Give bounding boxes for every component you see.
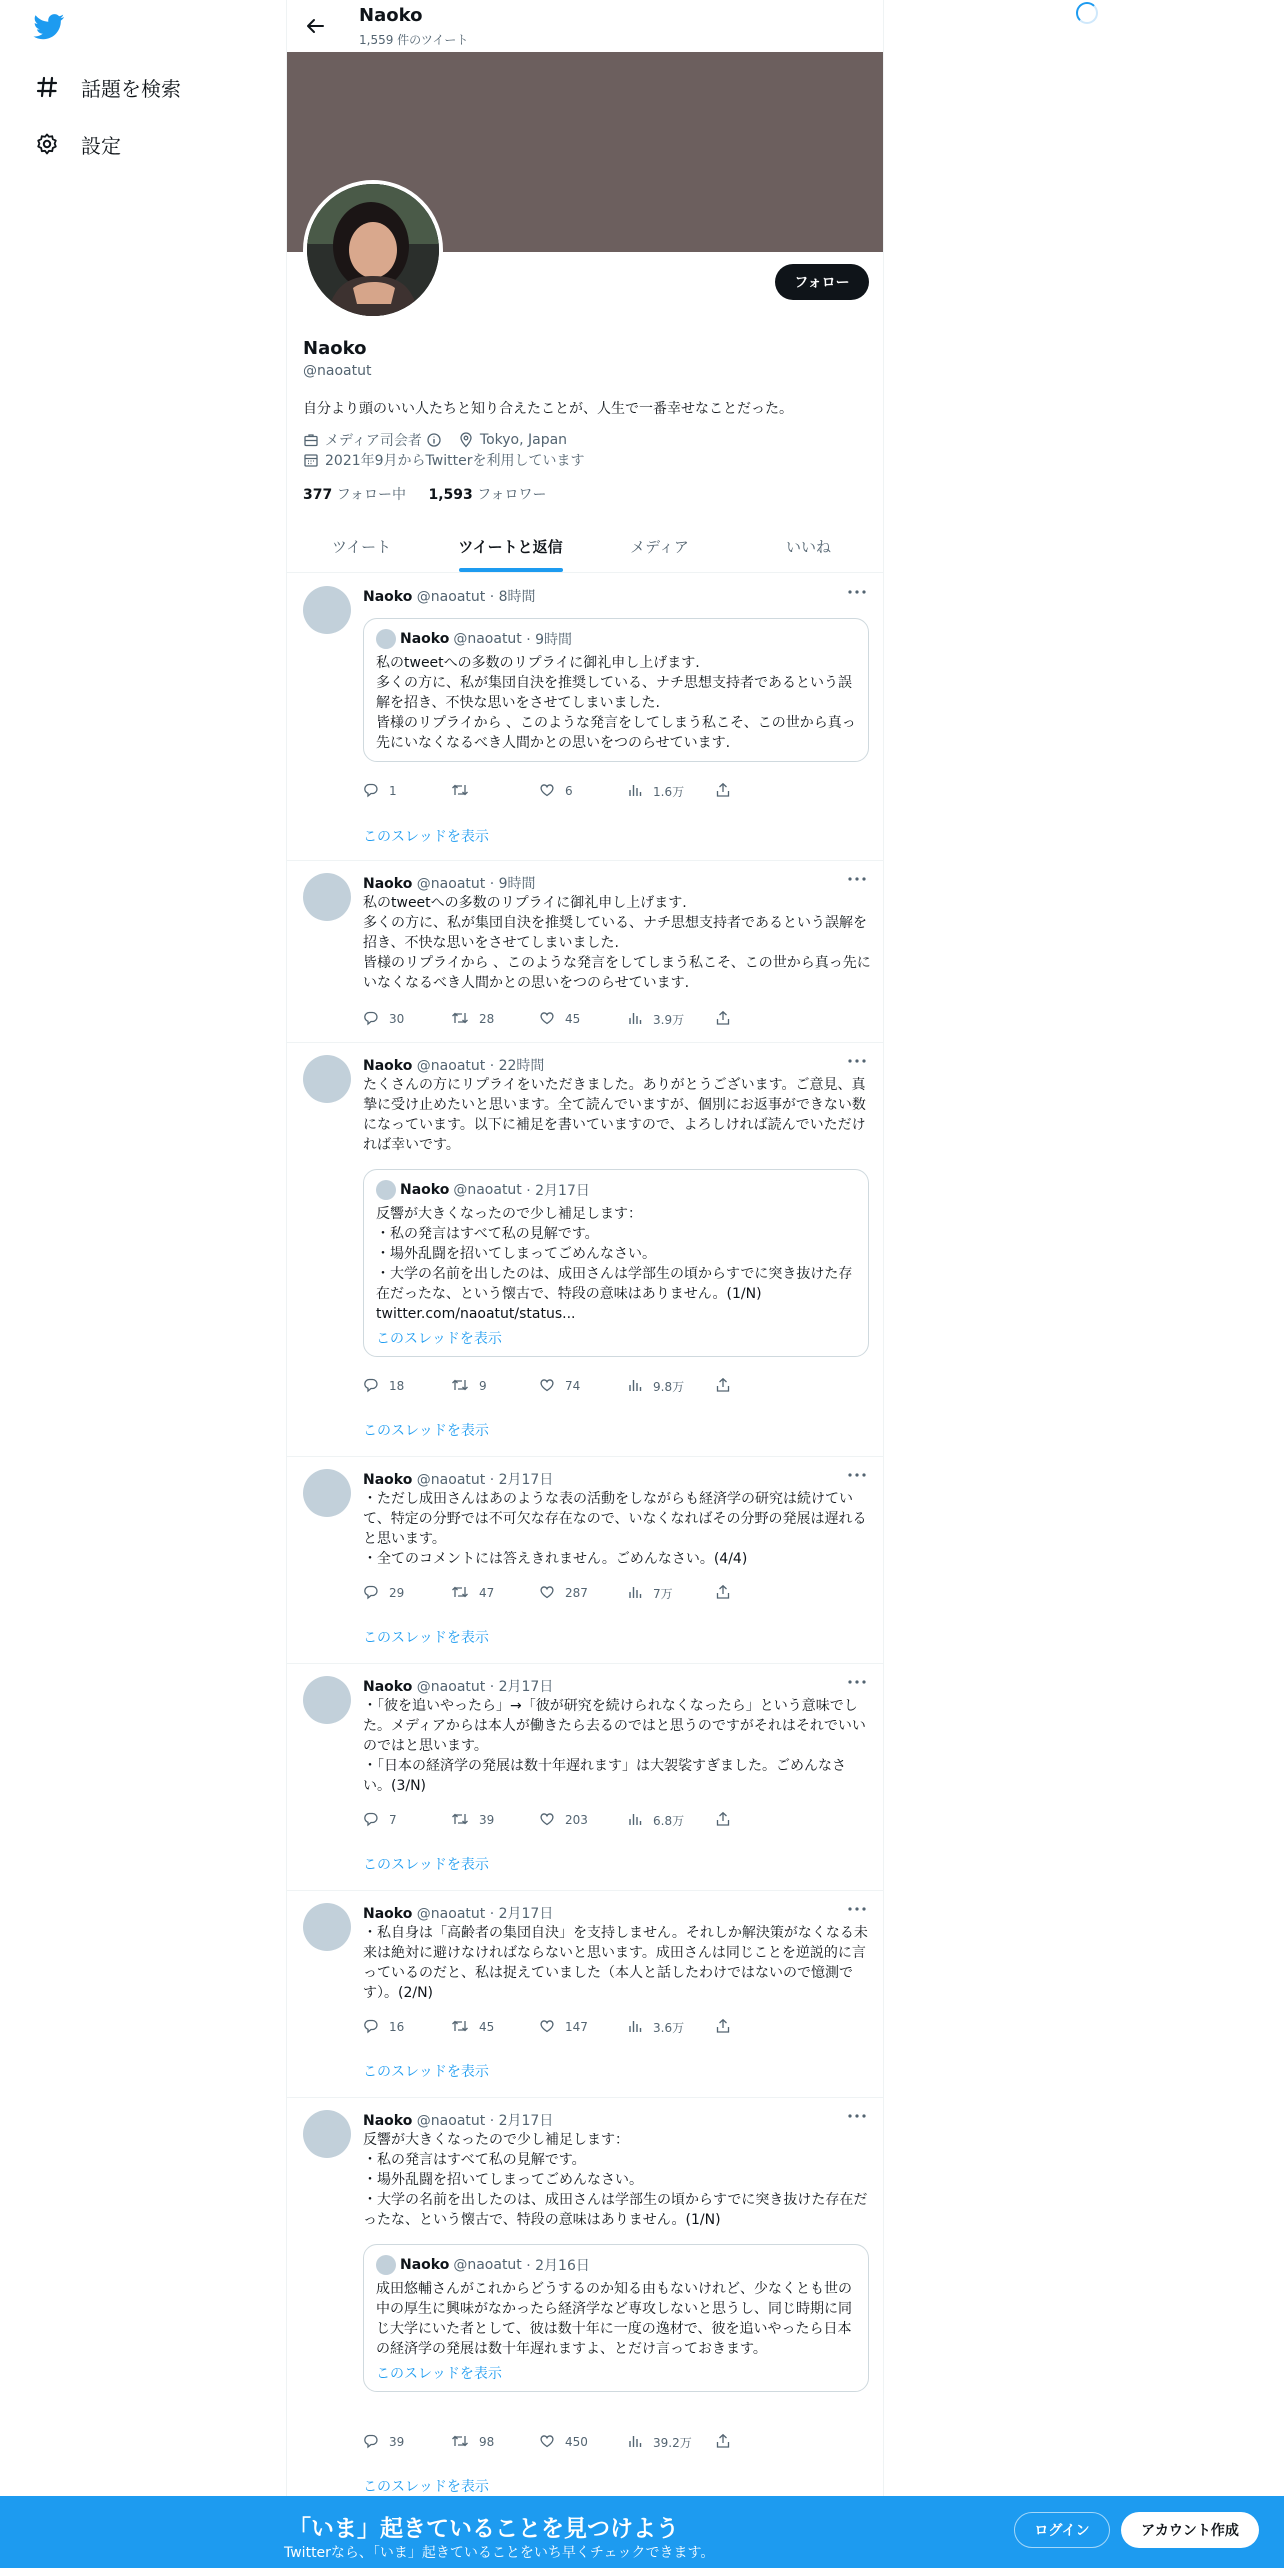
share-button[interactable] <box>715 2432 803 2452</box>
calendar-icon <box>303 452 319 468</box>
reply-button[interactable] <box>363 1810 451 1830</box>
quoted-tweet[interactable] <box>363 1169 869 1357</box>
like-count: 74 <box>565 1379 581 1393</box>
tweet[interactable] <box>287 1457 883 1664</box>
following-count: 377 <box>303 487 333 503</box>
reply-button[interactable] <box>363 1376 451 1396</box>
tweet-time: · 2月17日 <box>489 2113 554 2129</box>
like-button[interactable] <box>539 1810 627 1830</box>
like-button[interactable] <box>539 2017 627 2037</box>
quoted-author-name: Naoko <box>400 631 450 647</box>
retweet-button[interactable] <box>451 781 539 801</box>
signup-banner <box>0 2496 1284 2568</box>
view-count: 7万 <box>653 1586 673 1601</box>
views-button[interactable] <box>627 781 715 801</box>
quoted-tweet-header <box>376 629 856 649</box>
reply-count: 18 <box>389 1379 405 1393</box>
quoted-show-thread-link[interactable]: このスレッドを表示 <box>376 1331 502 1347</box>
reply-button[interactable] <box>363 2432 451 2452</box>
tweet-header <box>363 1903 553 1923</box>
loading-spinner <box>1076 2 1098 24</box>
tweet-text: たくさんの方にリプライをいただきました。ありがとうございます。ご意見、真摯に受け止めたいと思います。全て読んでいますが、個別にお返事ができない数になっています。以下に補足を書いていますので、よろしければ読んでいただければ幸いです。 <box>363 1077 866 1153</box>
analytics-icon <box>627 1584 643 1603</box>
quoted-show-thread-link[interactable]: このスレッドを表示 <box>376 2366 502 2382</box>
share-button[interactable] <box>715 1583 803 1603</box>
tab-likes[interactable]: いいね <box>785 537 831 556</box>
tweet[interactable] <box>287 1891 883 2098</box>
tweet-header <box>363 1055 544 1075</box>
tweet-time: · 9時間 <box>489 876 536 892</box>
quoted-author-name: Naoko <box>400 1182 450 1198</box>
profile-follow-stats <box>303 484 547 504</box>
nav-settings-label: 設定 <box>81 133 121 158</box>
views-button[interactable] <box>627 1376 715 1396</box>
views-button[interactable] <box>627 1009 715 1029</box>
followers-count: 1,593 <box>428 487 473 503</box>
tweet-actions <box>363 2432 803 2452</box>
heart-icon <box>539 1584 555 1603</box>
reply-icon <box>363 782 379 801</box>
tweet-handle: @naoatut <box>416 589 486 605</box>
profile-header-bar <box>287 0 883 52</box>
reply-count: 39 <box>389 2435 405 2449</box>
view-count: 3.6万 <box>653 2020 685 2035</box>
tweet-header <box>363 1469 553 1489</box>
tweet-time: · 2月17日 <box>489 1906 554 1922</box>
tweet-text: 私のtweetへの多数のリプライに御礼申し上げます. 多くの方に、私が集団自決を推奨している、ナチ思想支持者であるという誤解を招き、不快な思いをさせてしまいました. 皆様のリプライから 、このような発言をしてしまう私こそ、この世から真っ先にいなくなるべき人間かとの思いをつのらせています. <box>363 895 871 991</box>
like-button[interactable] <box>539 781 627 801</box>
tweet-time: · 22時間 <box>489 1058 545 1074</box>
analytics-icon <box>627 2018 643 2037</box>
tweet-actions <box>363 2017 803 2037</box>
avatar[interactable] <box>303 1469 351 1517</box>
like-count: 45 <box>565 1012 581 1026</box>
nav-explore[interactable] <box>33 67 181 107</box>
reply-button[interactable] <box>363 781 451 801</box>
retweet-count: 45 <box>479 2020 495 2034</box>
quoted-author-name: Naoko <box>400 2257 450 2273</box>
show-thread-link[interactable]: このスレッドを表示 <box>363 2479 489 2495</box>
reply-count: 7 <box>389 1813 397 1827</box>
followers-link[interactable] <box>428 487 546 503</box>
like-count: 6 <box>565 784 573 798</box>
quoted-tweet-header <box>376 2255 856 2275</box>
avatar[interactable] <box>303 586 351 634</box>
reply-count: 29 <box>389 1586 405 1600</box>
profile-joined: 2021年9月からTwitterを利用しています <box>325 453 585 469</box>
nav-explore-label: 話題を検索 <box>81 76 181 101</box>
tweet-text: ・私自身は「高齢者の集団自決」を支持しません。それしか解決策がなくなる未来は絶対に避けなければならないと思います。成田さんは同じことを逆説的に言っているのだと、私は捉えていました（本人と話したわけではないので憶測です）。(2/N) <box>363 1925 868 2001</box>
share-icon <box>715 1811 731 1830</box>
header-tweet-count: 1,559 件のツイート <box>359 33 469 47</box>
retweet-button[interactable] <box>451 1810 539 1830</box>
retweet-count: 28 <box>479 1012 495 1026</box>
more-options-icon[interactable] <box>847 1674 867 1690</box>
tweet-actions <box>363 781 803 801</box>
tweet-handle: @naoatut <box>416 2113 486 2129</box>
show-thread-link[interactable]: このスレッドを表示 <box>363 1423 489 1439</box>
tab-tweets-and-replies[interactable]: ツイートと返信 <box>436 520 585 572</box>
tweet-header <box>363 873 536 893</box>
tweet-actions <box>363 1376 803 1396</box>
tweet-author-name: Naoko <box>363 1679 413 1695</box>
avatar[interactable] <box>303 873 351 921</box>
avatar <box>376 629 396 649</box>
signup-banner-subtitle: Twitterなら、「いま」起きていることをいち早くチェックできます。 <box>284 2545 715 2561</box>
show-thread-link[interactable]: このスレッドを表示 <box>363 1630 489 1646</box>
share-icon <box>715 2018 731 2037</box>
location-pin-icon <box>458 432 474 448</box>
profile-location: Tokyo, Japan <box>479 432 568 448</box>
profile-category: メディア司会者 <box>325 433 422 449</box>
following-label: フォロー中 <box>336 487 406 503</box>
gear-icon <box>33 130 61 158</box>
heart-icon <box>539 2018 555 2037</box>
reply-button[interactable] <box>363 1583 451 1603</box>
tweet-time: · 8時間 <box>489 589 536 605</box>
tweet-author-name: Naoko <box>363 589 413 605</box>
view-count: 3.9万 <box>653 1012 685 1027</box>
more-options-icon[interactable] <box>847 1467 867 1483</box>
profile-bio: 自分より頭のいい人たちと知り合えたことが、人生で一番幸せなことだった。 <box>303 401 793 417</box>
reply-icon <box>363 1811 379 1830</box>
analytics-icon <box>627 1377 643 1396</box>
quoted-time: · 2月17日 <box>526 1183 590 1199</box>
tweet[interactable] <box>287 574 883 861</box>
reply-count: 16 <box>389 2020 405 2034</box>
share-icon <box>715 782 731 801</box>
views-button[interactable] <box>627 2017 715 2037</box>
followers-label: フォロワー <box>477 487 547 503</box>
quoted-tweet-text: 成田悠輔さんがこれからどうするのか知る由もないけれど、少なくとも世の中の厚生に興味がなかったら経済学など専攻しないと思うし、同じ時期に同じ大学にいた者として、彼は数十年に一度の逸材で、彼を追いやったら日本の経済学の発展は数十年遅れますよ、とだけ言っておきます。 <box>376 2281 852 2357</box>
view-count: 9.8万 <box>653 1379 685 1394</box>
quoted-tweet-header <box>376 1180 856 1200</box>
view-count: 1.6万 <box>653 784 685 799</box>
quoted-tweet-text: 反響が大きくなったので少し補足します： ・私の発言はすべて私の見解です。 ・場外乱闘を招いてしまってごめんなさい。 ・大学の名前を出したのは、成田さんは学部生の頃からすでに突き抜けた存在だったな、という懐古で、特段の意味はありません。(1/N) twitter.com/naoatut/status... <box>376 1206 853 1322</box>
like-count: 450 <box>565 2435 588 2449</box>
retweet-icon <box>451 782 469 801</box>
heart-icon <box>539 2433 555 2452</box>
heart-icon <box>539 1811 555 1830</box>
tweet-text: 反響が大きくなったので少し補足します： ・私の発言はすべて私の見解です。 ・場外乱闘を招いてしまってごめんなさい。 ・大学の名前を出したのは、成田さんは学部生の頃からすでに突き抜けた存在だったな、という懐古で、特段の意味はありません。(1/N) <box>363 2132 868 2228</box>
tweet-author-name: Naoko <box>363 1906 413 1922</box>
retweet-icon <box>451 1811 469 1830</box>
retweet-count: 98 <box>479 2435 495 2449</box>
profile-joined-row <box>303 450 584 470</box>
profile-avatar[interactable] <box>303 180 443 320</box>
more-options-icon[interactable] <box>847 584 867 600</box>
tweet-header <box>363 586 536 606</box>
create-account-button[interactable]: アカウント作成 <box>1121 2512 1259 2548</box>
tweet-handle: @naoatut <box>416 876 486 892</box>
tweet-text: ・ただし成田さんはあのような表の活動をしながらも経済学の研究は続けていて、特定の分野では不可欠な存在なので、いなくなればその分野の発展は遅れると思います。 ・全てのコメントには答えきれません。ごめんなさい。(4/4) <box>363 1491 867 1567</box>
show-thread-link[interactable]: このスレッドを表示 <box>363 1857 489 1873</box>
reply-icon <box>363 2433 379 2452</box>
like-count: 203 <box>565 1813 588 1827</box>
following-link[interactable] <box>303 487 406 503</box>
back-arrow-icon[interactable] <box>301 12 329 40</box>
retweet-icon <box>451 2018 469 2037</box>
retweet-icon <box>451 2433 469 2452</box>
retweet-count: 9 <box>479 1379 487 1393</box>
reply-count: 1 <box>389 784 397 798</box>
analytics-icon <box>627 1010 643 1029</box>
reply-count: 30 <box>389 1012 405 1026</box>
like-button[interactable] <box>539 1376 627 1396</box>
tweet-time: · 2月17日 <box>489 1472 554 1488</box>
views-button[interactable] <box>627 1810 715 1830</box>
twitter-bird-icon[interactable] <box>33 14 65 40</box>
tweet[interactable] <box>287 861 883 1043</box>
profile-meta-row <box>303 430 567 450</box>
quoted-handle: @naoatut <box>453 2257 522 2273</box>
main-column <box>286 0 884 2568</box>
tweet-header <box>363 1676 553 1696</box>
tweet-header <box>363 2110 553 2130</box>
share-icon <box>715 1010 731 1029</box>
share-icon <box>715 2433 731 2452</box>
tweet-handle: @naoatut <box>416 1472 486 1488</box>
login-button[interactable]: ログイン <box>1014 2512 1110 2548</box>
nav-settings[interactable] <box>33 124 121 164</box>
like-button[interactable] <box>539 1009 627 1029</box>
more-options-icon[interactable] <box>847 1901 867 1917</box>
more-options-icon[interactable] <box>847 871 867 887</box>
avatar[interactable] <box>303 1676 351 1724</box>
show-thread-link[interactable]: このスレッドを表示 <box>363 829 489 845</box>
reply-icon <box>363 2018 379 2037</box>
tweet-actions <box>363 1810 803 1830</box>
more-options-icon[interactable] <box>847 1053 867 1069</box>
reply-button[interactable] <box>363 2017 451 2037</box>
tweet[interactable] <box>287 2098 883 2496</box>
view-count: 39.2万 <box>653 2435 692 2450</box>
retweet-button[interactable] <box>451 1376 539 1396</box>
briefcase-icon <box>303 432 319 448</box>
heart-icon <box>539 782 555 801</box>
retweet-count: 39 <box>479 1813 495 1827</box>
quoted-tweet[interactable] <box>363 618 869 762</box>
signup-banner-title: 「いま」起きていることを見つけよう <box>288 2516 679 2542</box>
tweet[interactable] <box>287 1664 883 1891</box>
tweet-handle: @naoatut <box>416 1679 486 1695</box>
tweet-actions <box>363 1009 803 1029</box>
share-button[interactable] <box>715 1009 803 1029</box>
tweet-author-name: Naoko <box>363 1058 413 1074</box>
tweet-author-name: Naoko <box>363 2113 413 2129</box>
quoted-handle: @naoatut <box>453 631 522 647</box>
retweet-button[interactable] <box>451 2017 539 2037</box>
like-count: 147 <box>565 2020 588 2034</box>
profile-tabs <box>287 520 883 573</box>
share-button[interactable] <box>715 781 803 801</box>
heart-icon <box>539 1010 555 1029</box>
tweet-author-name: Naoko <box>363 876 413 892</box>
info-icon[interactable] <box>426 432 442 448</box>
analytics-icon <box>627 2433 643 2452</box>
view-count: 6.8万 <box>653 1813 685 1828</box>
reply-icon <box>363 1377 379 1396</box>
share-button[interactable] <box>715 1810 803 1830</box>
tweet-time: · 2月17日 <box>489 1679 554 1695</box>
retweet-button[interactable] <box>451 1583 539 1603</box>
tweet-handle: @naoatut <box>416 1906 486 1922</box>
avatar[interactable] <box>303 2110 351 2158</box>
like-button[interactable] <box>539 2432 627 2452</box>
retweet-button[interactable] <box>451 1009 539 1029</box>
tweet-text: ・「彼を追いやったら」→「彼が研究を続けられなくなったら」という意味でした。メディアからは本人が働きたら去るのではと思うのですがそれはそれでいいのではと思います。 ・「日本の経済学の発展は数十年遅れます」は大袈裟すぎました。ごめんなさい。(3/N) <box>363 1698 866 1794</box>
retweet-icon <box>451 1584 469 1603</box>
quoted-time: · 9時間 <box>526 632 573 648</box>
share-button[interactable] <box>715 2017 803 2037</box>
analytics-icon <box>627 1811 643 1830</box>
retweet-icon <box>451 1377 469 1396</box>
reply-icon <box>363 1010 379 1029</box>
views-button[interactable] <box>627 2432 715 2452</box>
quoted-time: · 2月16日 <box>526 2258 590 2274</box>
avatar <box>376 2255 396 2275</box>
like-button[interactable] <box>539 1583 627 1603</box>
avatar[interactable] <box>303 1055 351 1103</box>
views-button[interactable] <box>627 1583 715 1603</box>
quoted-handle: @naoatut <box>453 1182 522 1198</box>
quoted-tweet[interactable] <box>363 2244 869 2392</box>
heart-icon <box>539 1377 555 1396</box>
tweet[interactable] <box>287 1043 883 1457</box>
share-icon <box>715 1584 731 1603</box>
profile-name: Naoko <box>303 338 367 359</box>
share-button[interactable] <box>715 1376 803 1396</box>
hashtag-icon <box>33 73 61 101</box>
tweet-author-name: Naoko <box>363 1472 413 1488</box>
profile-handle: @naoatut <box>303 363 372 379</box>
like-count: 287 <box>565 1586 588 1600</box>
header-name: Naoko <box>359 5 423 26</box>
show-thread-link[interactable]: このスレッドを表示 <box>363 2064 489 2080</box>
reply-icon <box>363 1584 379 1603</box>
tab-tweets[interactable]: ツイート <box>331 537 392 556</box>
tweet-handle: @naoatut <box>416 1058 486 1074</box>
tweet-actions <box>363 1583 803 1603</box>
retweet-button[interactable] <box>451 2432 539 2452</box>
more-options-icon[interactable] <box>847 2108 867 2124</box>
retweet-icon <box>451 1010 469 1029</box>
share-icon <box>715 1377 731 1396</box>
avatar[interactable] <box>303 1903 351 1951</box>
quoted-tweet-text: 私のtweetへの多数のリプライに御礼申し上げます. 多くの方に、私が集団自決を推奨している、ナチ思想支持者であるという誤解を招き、不快な思いをさせてしまいました. 皆様のリプライから 、このような発言をしてしまう私こそ、この世から真っ先にいなくなるべき人間かとの思いをつのらせています. <box>376 655 856 751</box>
tab-media[interactable]: メディア <box>630 537 689 556</box>
retweet-count: 47 <box>479 1586 495 1600</box>
avatar <box>376 1180 396 1200</box>
follow-button[interactable]: フォロー <box>775 264 869 300</box>
analytics-icon <box>627 782 643 801</box>
reply-button[interactable] <box>363 1009 451 1029</box>
